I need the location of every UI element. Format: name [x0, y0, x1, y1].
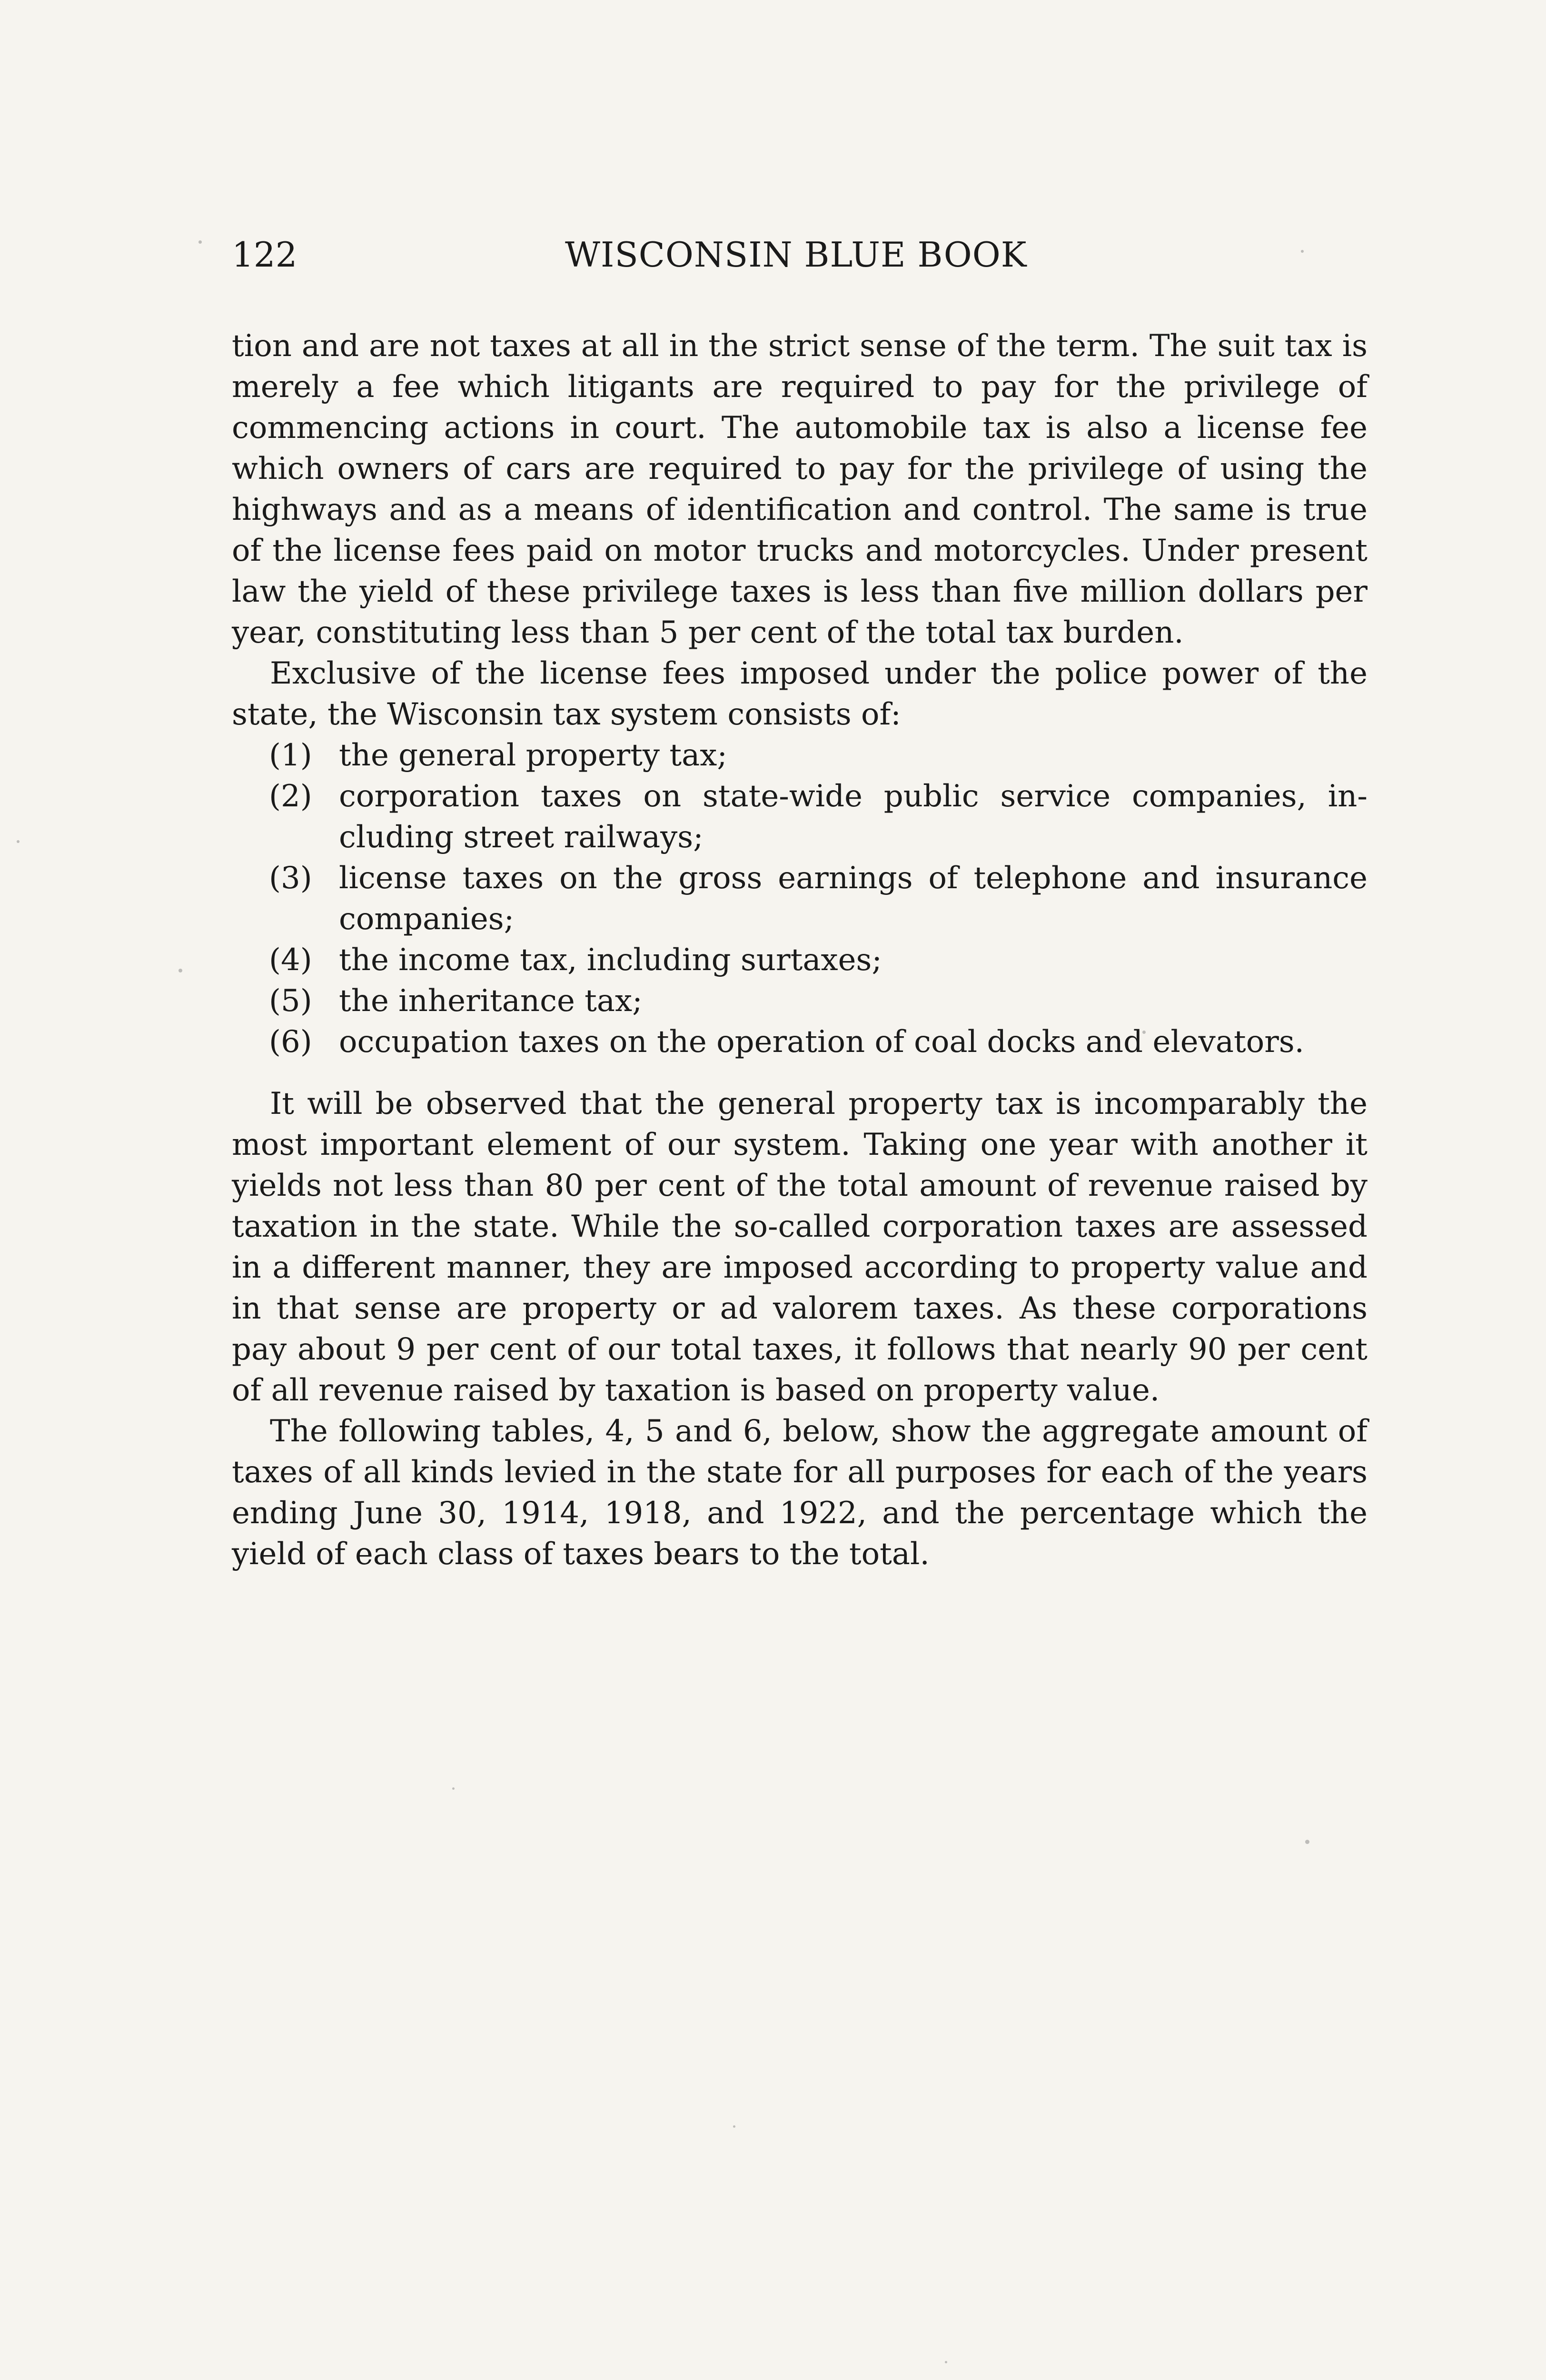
scan-speck [452, 1787, 455, 1790]
list-item-number: (1) [269, 738, 312, 773]
book-title: WISCONSIN BLUE BOOK [565, 235, 1027, 275]
page-number: 122 [232, 235, 297, 275]
scan-speck [1301, 250, 1304, 253]
list-item [232, 1021, 1368, 1062]
tax-system-list [232, 735, 1368, 1062]
list-item-number: (2) [269, 779, 312, 814]
scan-speck [198, 240, 202, 244]
scan-speck [733, 2125, 735, 2128]
body-text [232, 326, 1368, 1575]
paragraph-tax-system-intro: Exclusive of the license fees imposed under the police power of the state, the Wisconsin tax system consists of: [232, 656, 1368, 732]
list-item-text: occupation taxes on the operation of coal docks and elevators. [339, 1024, 1304, 1060]
list-item-number: (5) [269, 983, 312, 1019]
list-item-text: the inheritance tax; [339, 983, 643, 1019]
list-item [232, 940, 1368, 981]
scan-speck [17, 840, 20, 843]
list-item-number: (6) [269, 1024, 312, 1060]
running-head [232, 231, 1041, 278]
list-item [232, 776, 1368, 858]
list-item-number: (3) [269, 861, 312, 896]
paragraph-privilege-taxes: tion and are not taxes at all in the strict sense of the term. The suit tax is merely a fee which litigants are required to pay for the privilege of commencing actions in court. The automobile tax is also a license fee which owners of cars are required to pay for the privilege of using the highways and as a means of identification and control. The same is true of the license fees paid on motor trucks and motorcycles. Under present law the yield of these privilege taxes is less than five million dollars per year, constituting less than 5 per cent of the total tax burden. [232, 328, 1368, 650]
paragraph-tables-intro: The following tables, 4, 5 and 6, below, show the aggregate amount of taxes of all kinds levied in the state for all purposes for each of the years ending June 30, 1914, 1918, and 1922, and the percentage which the yield of each class of taxes bears to the total. [232, 1414, 1368, 1572]
section-spacer [232, 1062, 1368, 1083]
list-item-text: license taxes on the gross earnings of telephone and insurance companies; [339, 861, 1368, 937]
scan-speck [945, 2361, 947, 2363]
scan-speck [178, 969, 182, 972]
list-item [232, 981, 1368, 1021]
paragraph-property-tax: It will be observed that the general property tax is incomparably the most important element of our system. Taking one year with another it yields not less than 80 per cent of the total amount of revenue raised by taxation in the state. While the so-called corporation taxes are assessed in a different manner, they are imposed according to property value and in that sense are property or ad valorem taxes. As these corporations pay about 9 per cent of our total taxes, it follows that nearly 90 per cent of all revenue raised by taxation is based on property value. [232, 1086, 1368, 1408]
scan-speck [1142, 1031, 1146, 1034]
list-item-text: the general property tax; [339, 738, 727, 773]
list-item [232, 735, 1368, 776]
list-item-text: the income tax, including surtaxes; [339, 942, 882, 978]
list-item-text: corporation taxes on state-wide public service companies, including street railways; [339, 779, 1368, 855]
list-item [232, 858, 1368, 940]
scan-speck [1305, 1840, 1309, 1844]
list-item-number: (4) [269, 942, 312, 978]
